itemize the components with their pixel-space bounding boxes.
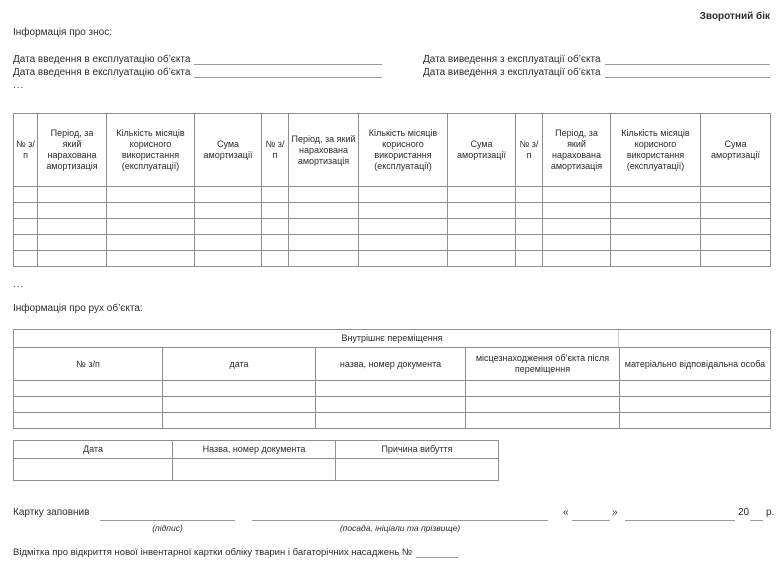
empty-cell [289,235,359,251]
ellipsis-marker: ... [13,80,25,91]
empty-cell [516,203,543,219]
signature-block [0,505,783,537]
amortization-header-row [14,114,771,187]
empty-cell [107,187,195,203]
col-amount: Сума амортизації [448,114,516,187]
empty-row [14,381,771,397]
empty-cell [543,235,611,251]
decommissioning-date-row [423,65,770,78]
empty-cell [38,187,107,203]
empty-cell [289,219,359,235]
col-reason: Причина вибуття [336,441,499,459]
empty-cell [448,251,516,267]
ellipsis-marker: ... [13,279,25,290]
empty-cell [359,203,448,219]
movement-section-title: Інформація про рух об’єкта: [13,303,143,314]
empty-cell [611,235,701,251]
empty-cell [38,235,107,251]
movement-span-row [14,330,771,348]
empty-cell [620,397,771,413]
empty-cell [14,203,38,219]
col-number: № з/п [516,114,543,187]
empty-cell [611,203,701,219]
disposal-table [13,440,499,481]
empty-cell [262,251,289,267]
empty-cell [195,187,262,203]
year-suffix: р. [766,507,775,518]
new-card-note-text: Відмітка про відкриття нової інвентарної картки обліку тварин і багаторічних насаджень № [13,547,413,558]
decommissioning-dates [423,52,770,78]
empty-cell [107,203,195,219]
empty-cell [516,187,543,203]
col-months: Кількість місяців корисного використання (експлуатації) [107,114,195,187]
empty-cell [359,187,448,203]
empty-cell [195,219,262,235]
commissioning-date-row [13,52,382,65]
empty-cell [14,459,173,481]
empty-cell [163,413,316,429]
empty-cell [543,187,611,203]
empty-cell [701,203,771,219]
amortization-empty-rows [14,187,771,267]
col-amount: Сума амортизації [701,114,771,187]
movement-header-row [14,348,771,381]
empty-cell [543,203,611,219]
empty-cell [289,187,359,203]
empty-cell [448,203,516,219]
col-months: Кількість місяців корисного використання (експлуатації) [359,114,448,187]
empty-cell [611,219,701,235]
empty-row [14,413,771,429]
new-card-note [13,547,458,558]
empty-cell [38,251,107,267]
empty-cell [466,381,620,397]
side-label: Зворотний бік [699,11,770,22]
empty-cell [173,459,336,481]
col-number: № з/п [14,348,163,381]
empty-cell [14,219,38,235]
empty-cell [611,251,701,267]
empty-cell [107,219,195,235]
empty-cell [359,251,448,267]
empty-cell [620,413,771,429]
empty-cell [516,219,543,235]
year-blank [750,520,763,521]
month-blank [625,520,735,521]
empty-cell [14,251,38,267]
commissioning-date-blank [194,53,382,65]
col-period: Період, за який нарахована амортизація [38,114,107,187]
quote-close: » [612,507,618,518]
empty-row [14,203,771,219]
filled-by-label: Картку заповнив [13,507,90,518]
commissioning-date-label: Дата введення в експлуатацію об’єкта [13,67,191,78]
col-amount: Сума амортизації [195,114,262,187]
empty-cell [14,381,163,397]
col-number: № з/п [14,114,38,187]
quote-open: « [563,507,569,518]
day-blank [572,520,610,521]
empty-cell [14,397,163,413]
empty-cell [14,187,38,203]
empty-cell [262,203,289,219]
col-months: Кількість місяців корисного використання (експлуатації) [611,114,701,187]
empty-cell [262,235,289,251]
empty-cell [359,219,448,235]
new-card-number-blank [416,547,458,558]
empty-row [14,397,771,413]
decommissioning-date-blank [605,66,770,78]
empty-cell [448,219,516,235]
empty-cell [289,203,359,219]
empty-cell [195,203,262,219]
decommissioning-date-label: Дата виведення з експлуатації об’єкта [423,54,601,65]
position-caption: (посада, ініціали та прізвище) [339,523,461,533]
empty-cell [466,397,620,413]
decommissioning-date-blank [605,53,770,65]
empty-cell [620,381,771,397]
empty-cell [289,251,359,267]
commissioning-date-blank [194,66,382,78]
empty-cell [516,251,543,267]
empty-row [14,251,771,267]
decommissioning-date-row [423,52,770,65]
empty-row [14,187,771,203]
commissioning-date-label: Дата введення в експлуатацію об’єкта [13,54,191,65]
empty-cell [316,397,466,413]
empty-cell [14,413,163,429]
col-document: назва, номер документа [316,348,466,381]
col-date: дата [163,348,316,381]
empty-cell [336,459,499,481]
empty-row [14,235,771,251]
empty-cell [38,219,107,235]
col-number: № з/п [262,114,289,187]
empty-cell [448,187,516,203]
signature-caption: (підпис) [152,523,183,533]
empty-cell [543,251,611,267]
commissioning-dates [13,52,382,78]
empty-cell [163,397,316,413]
empty-cell [516,235,543,251]
col-period: Період, за який нарахована амортизація [543,114,611,187]
empty-row [14,459,499,481]
empty-cell [316,413,466,429]
wear-section-title: Інформація про знос: [13,27,112,38]
empty-cell [701,219,771,235]
empty-cell [701,251,771,267]
empty-cell [316,381,466,397]
disposal-empty-rows [14,459,499,481]
year-prefix: 20 [738,507,750,518]
empty-cell [543,219,611,235]
empty-cell [611,187,701,203]
empty-cell [466,413,620,429]
amortization-table [13,113,771,267]
col-document: Назва, номер документа [173,441,336,459]
position-blank [252,520,548,521]
disposal-header-row [14,441,499,459]
empty-cell [262,219,289,235]
empty-cell [448,235,516,251]
movement-table [13,329,771,429]
signature-blank [100,520,235,521]
col-location: місцезнаходження об’єкта після переміщення [466,348,620,381]
empty-cell [14,235,38,251]
col-period: Період, за який нарахована амортизація [289,114,359,187]
empty-row [14,219,771,235]
decommissioning-date-label: Дата виведення з експлуатації об’єкта [423,67,601,78]
empty-cell [107,251,195,267]
empty-cell [163,381,316,397]
empty-cell [262,187,289,203]
empty-cell [107,235,195,251]
col-responsible: матеріально відповідальна особа [620,348,771,381]
movement-empty-rows [14,381,771,429]
commissioning-date-row [13,65,382,78]
col-date: Дата [14,441,173,459]
empty-cell [38,203,107,219]
empty-cell [701,235,771,251]
empty-cell [701,187,771,203]
internal-movement-header: Внутрішнє переміщення [14,330,771,348]
empty-cell [195,235,262,251]
empty-cell [359,235,448,251]
empty-cell [195,251,262,267]
